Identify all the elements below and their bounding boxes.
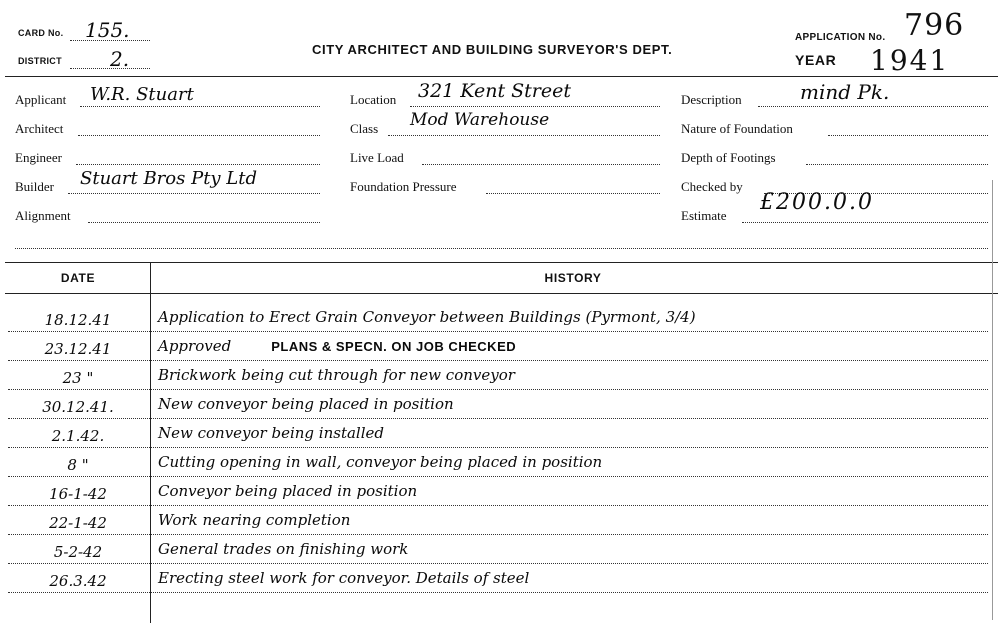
applicant-line: [80, 106, 320, 107]
builder-line: [68, 193, 320, 194]
application-no-label: APPLICATION No.: [795, 32, 886, 43]
architect-label: Architect: [15, 121, 64, 136]
estimate-value: £200.0.0: [760, 190, 874, 215]
history-row-line: [8, 331, 988, 332]
year-label: YEAR: [795, 52, 837, 68]
history-entry: [158, 366, 988, 384]
history-date: 2.1.42.: [51, 427, 105, 445]
header-divider: [5, 76, 998, 77]
history-date: 26.3.42: [49, 572, 107, 590]
history-entry: [158, 540, 988, 558]
history-entry: [158, 337, 988, 355]
card-edge: [992, 180, 997, 620]
history-date: 30.12.41.: [42, 398, 114, 416]
table-top-border: [5, 262, 998, 263]
history-row-line: [8, 563, 988, 564]
location-value: 321 Kent Street: [418, 80, 572, 102]
table-header-divider: [5, 293, 998, 294]
history-entry: [158, 482, 988, 500]
nature-of-foundation-line: [828, 135, 988, 136]
class-value: Mod Warehouse: [410, 110, 550, 130]
history-entry: [158, 424, 988, 442]
applicant-label: Applicant: [15, 92, 67, 107]
foundation-pressure-label: Foundation Pressure: [350, 179, 457, 194]
engineer-line: [76, 164, 320, 165]
history-text: Application to Erect Grain Conveyor between Buildings (Pyrmont, 3/4): [158, 308, 696, 326]
year-value: 1941: [870, 44, 950, 77]
card-no-label: CARD No.: [18, 28, 64, 38]
history-text: Brickwork being cut through for new conveyor: [158, 366, 515, 384]
table-column-divider: [150, 262, 151, 623]
history-date: 16-1-42: [49, 485, 107, 503]
architect-line: [78, 135, 320, 136]
history-row-line: [8, 360, 988, 361]
depth-of-footings-line: [806, 164, 988, 165]
estimate-label: Estimate: [681, 208, 727, 223]
history-row-line: [8, 534, 988, 535]
depth-of-footings-label: Depth of Footings: [681, 150, 776, 165]
location-line: [410, 106, 660, 107]
history-text: Approved: [158, 337, 232, 355]
district-label: DISTRICT: [18, 56, 62, 66]
class-label: Class: [350, 121, 379, 136]
history-date: 22-1-42: [49, 514, 107, 532]
history-date: 18.12.41: [44, 311, 112, 329]
history-entry: [158, 511, 988, 529]
history-row-line: [8, 447, 988, 448]
history-entry: [158, 569, 988, 587]
history-text: New conveyor being placed in position: [158, 395, 454, 413]
description-label: Description: [681, 92, 742, 107]
history-date: 23 ": [62, 369, 94, 387]
card-no-value: 155.: [85, 18, 130, 42]
history-row-line: [8, 389, 988, 390]
builder-label: Builder: [15, 179, 54, 194]
alignment-label: Alignment: [15, 208, 71, 223]
history-entry: [158, 395, 988, 413]
history-text: Conveyor being placed in position: [158, 482, 418, 500]
department-title: CITY ARCHITECT AND BUILDING SURVEYOR'S DEPT.: [312, 42, 673, 57]
description-line: [758, 106, 988, 107]
class-line: [388, 135, 660, 136]
nature-of-foundation-label: Nature of Foundation: [681, 121, 793, 136]
checked-by-label: Checked by: [681, 179, 743, 194]
history-text: New conveyor being installed: [158, 424, 385, 442]
history-text: General trades on finishing work: [158, 540, 409, 558]
district-value: 2.: [110, 47, 130, 71]
history-text: Cutting opening in wall, conveyor being placed in position: [158, 453, 603, 471]
history-row-line: [8, 418, 988, 419]
date-column-header: DATE: [60, 271, 96, 285]
foundation-pressure-line: [486, 193, 660, 194]
engineer-label: Engineer: [15, 150, 62, 165]
builder-value: Stuart Bros Pty Ltd: [80, 168, 258, 189]
history-row-line: [8, 476, 988, 477]
blank-detail-line: [15, 248, 988, 249]
applicant-value: W.R. Stuart: [90, 84, 194, 105]
application-no-value: 796: [904, 8, 965, 43]
history-date: 8 ": [67, 456, 89, 474]
location-label: Location: [350, 92, 397, 107]
history-date: 5-2-42: [53, 543, 103, 561]
history-date: 23.12.41: [44, 340, 112, 358]
description-value: mind Pk.: [800, 80, 890, 104]
estimate-line: [742, 222, 988, 223]
history-entry: [158, 453, 988, 471]
alignment-line: [88, 222, 320, 223]
live-load-line: [422, 164, 660, 165]
history-stamp: PLANS & SPECN. ON JOB CHECKED: [271, 339, 517, 354]
history-column-header: HISTORY: [544, 271, 602, 285]
history-entry: [158, 308, 988, 326]
history-text: Erecting steel work for conveyor. Details of steel: [158, 569, 530, 587]
live-load-label: Live Load: [350, 150, 404, 165]
history-text: Work nearing completion: [158, 511, 351, 529]
history-row-line: [8, 592, 988, 593]
history-row-line: [8, 505, 988, 506]
